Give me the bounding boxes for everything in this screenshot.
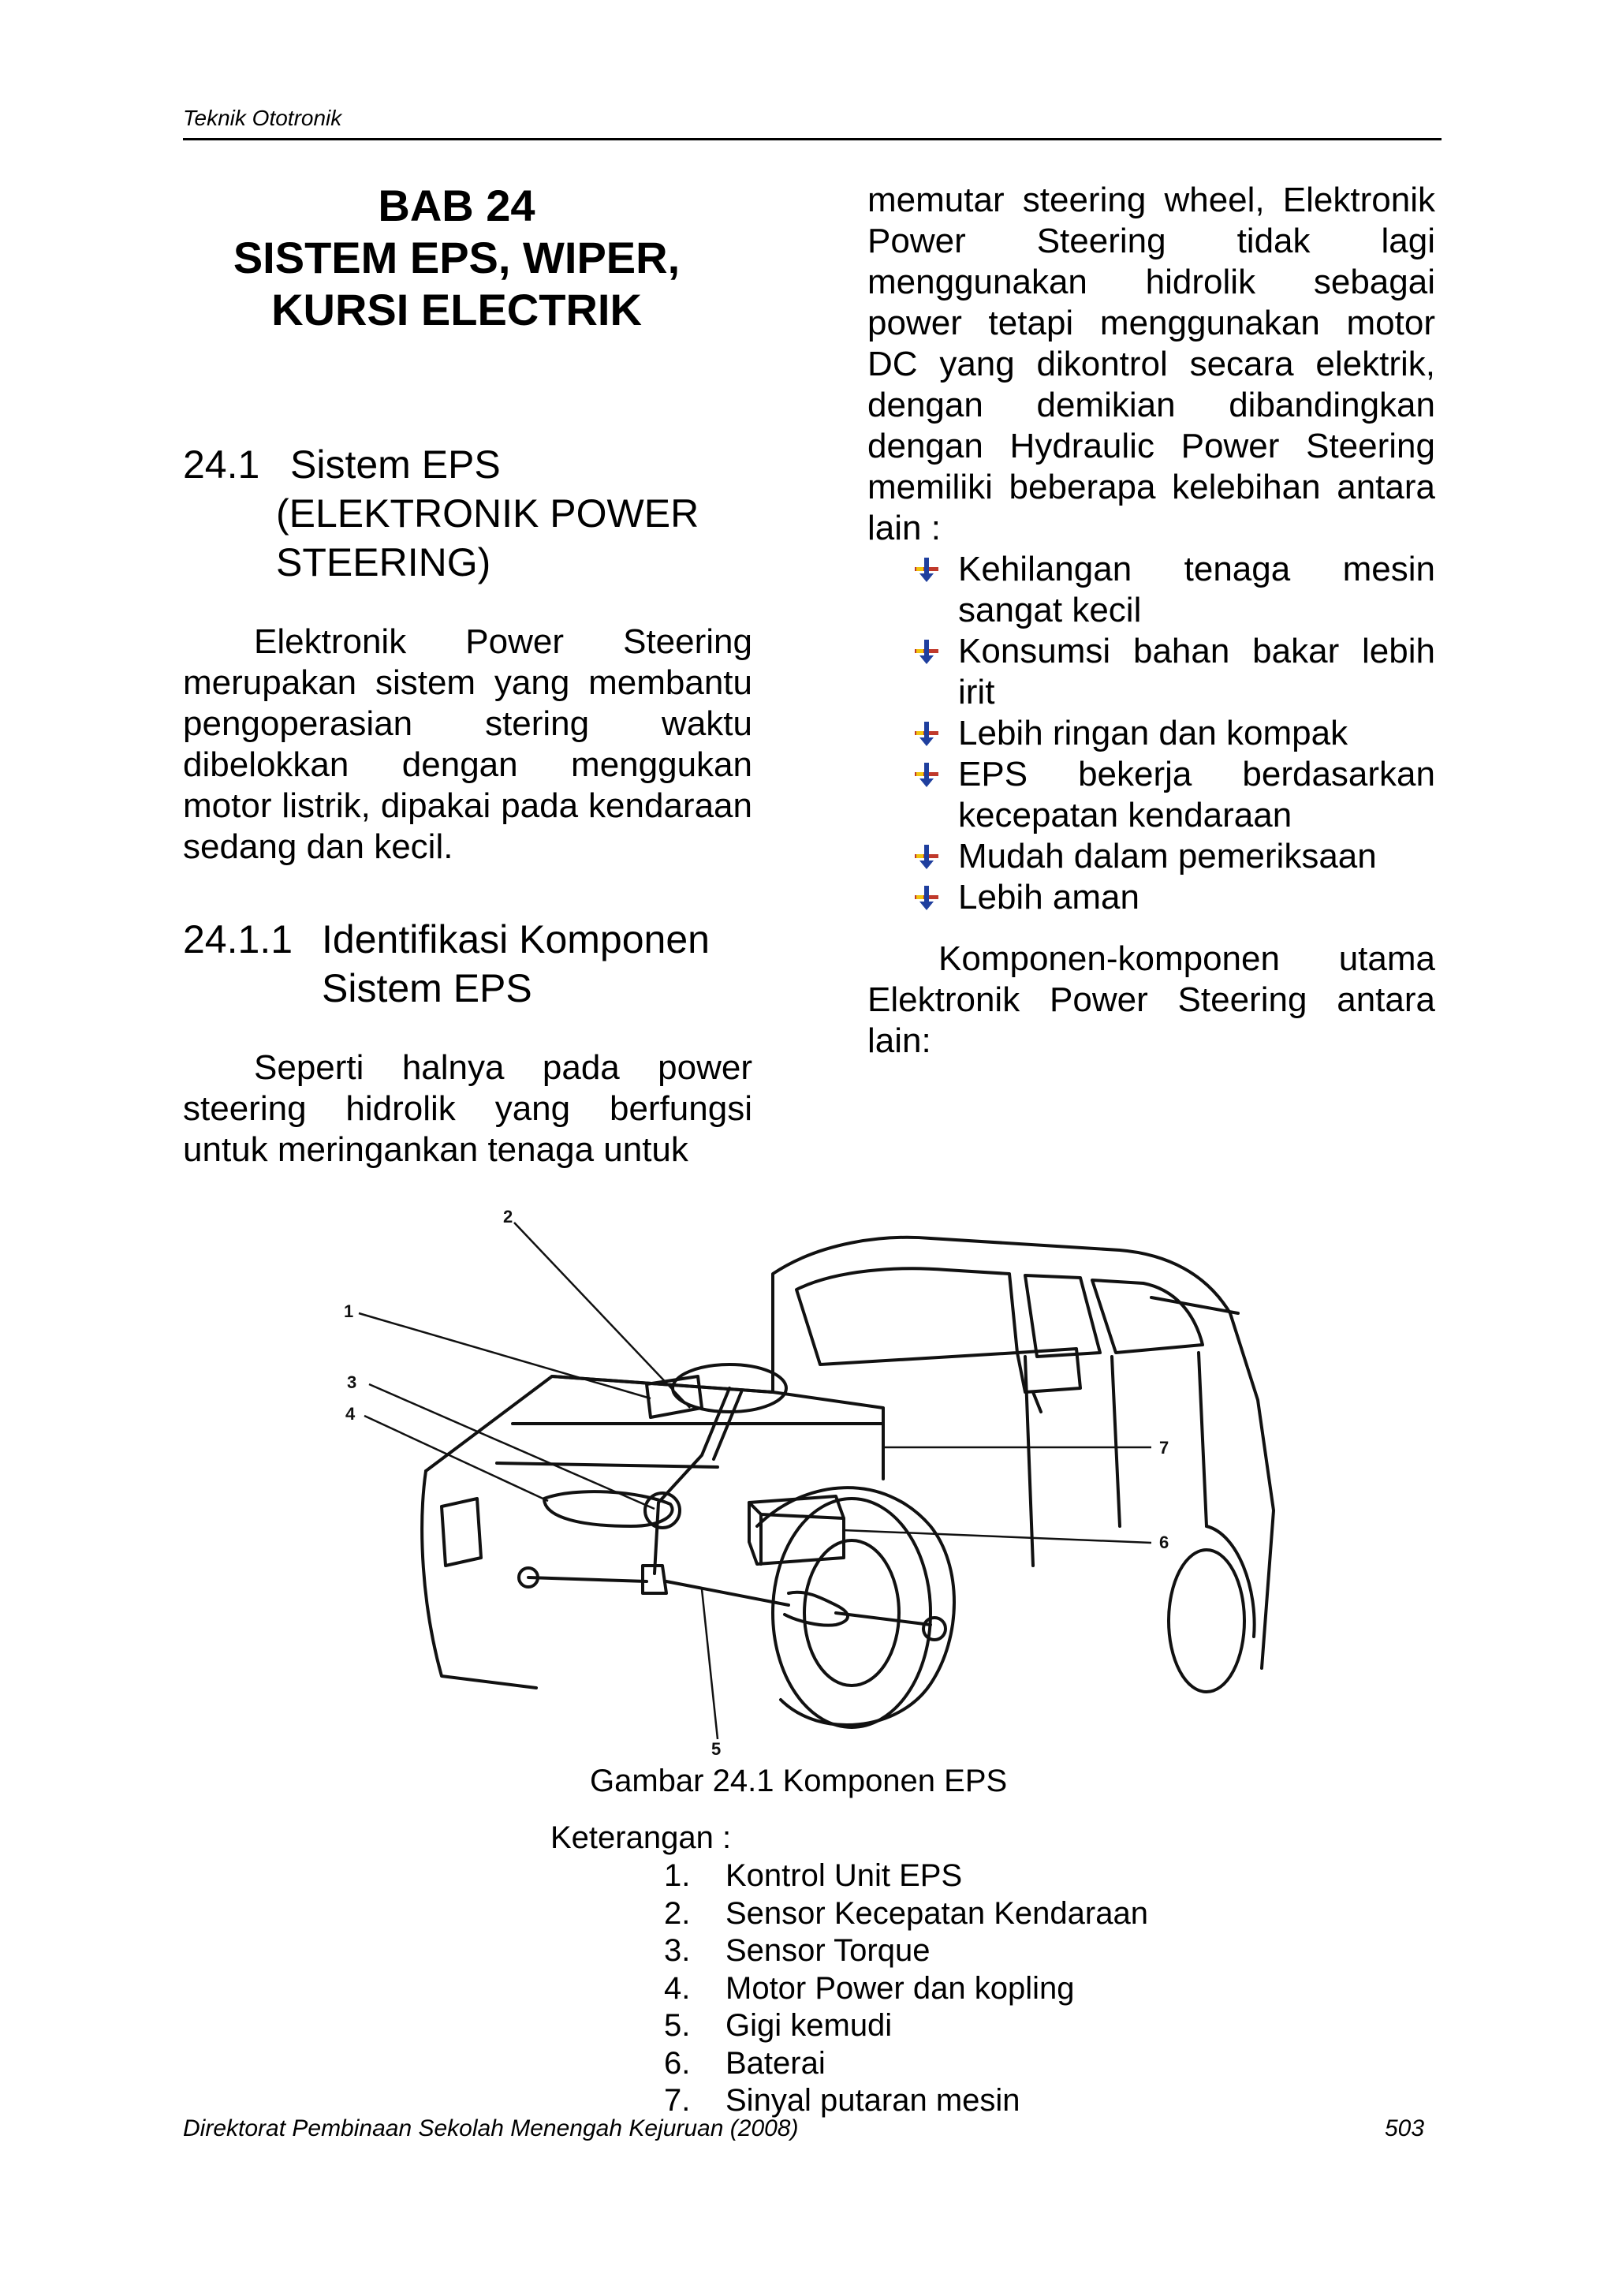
legend-title: Keterangan : [550, 1820, 732, 1855]
legend-item-number: 5. [664, 2008, 691, 2043]
callout-5: 5 [711, 1739, 722, 1759]
callout-2: 2 [503, 1207, 513, 1226]
list-item [867, 754, 1435, 836]
legend-item-text: Sinyal putaran mesin [725, 2083, 1020, 2118]
section-title-line2: (ELEKTRONIK POWER [276, 491, 699, 536]
chapter-number: BAB 24 [378, 181, 535, 230]
list-item-text: EPS bekerja berdasarkan kecepatan kendaraan [958, 755, 1435, 834]
section-title-line1: Sistem EPS [290, 442, 501, 487]
plus-arrow-bullet-icon [913, 638, 940, 665]
figure-caption: Gambar 24.1 Komponen EPS [590, 1764, 1008, 1798]
legend-item-number: 6. [664, 2045, 691, 2081]
right-column [867, 180, 1435, 1062]
callout-1: 1 [344, 1301, 354, 1321]
legend-item-number: 7. [664, 2083, 691, 2118]
page-number: 503 [1385, 2115, 1425, 2141]
legend-item-number: 1. [664, 1858, 691, 1893]
section-heading-24-1 [183, 440, 752, 587]
plus-arrow-bullet-icon [913, 884, 940, 911]
list-item [867, 631, 1435, 713]
list-item-text: Lebih aman [958, 878, 1139, 917]
legend-item-text: Sensor Torque [725, 1933, 931, 1968]
legend-item-text: Sensor Kecepatan Kendaraan [725, 1895, 1148, 1931]
section-title-line3: STEERING) [276, 540, 491, 584]
callout-7: 7 [1159, 1438, 1169, 1458]
plus-arrow-bullet-icon [913, 761, 940, 788]
list-item-text: Mudah dalam pemeriksaan [958, 837, 1377, 875]
callout-4: 4 [345, 1404, 356, 1424]
advantages-list [867, 549, 1435, 918]
left-column [183, 180, 752, 1170]
chapter-heading [172, 180, 741, 336]
list-item-text: Lebih ringan dan kompak [958, 714, 1348, 752]
plus-arrow-bullet-icon [913, 843, 940, 870]
running-header: Teknik Ototronik [183, 106, 342, 130]
callout-6: 6 [1159, 1533, 1169, 1552]
continuation-paragraph: memutar steering wheel, Elektronik Power Steering tidak lagi menggunakan hidrolik sebagai power tetapi menggunakan motor DC yang dikontrol secara elektrik, dengan demikian dibandingkan dengan Hydraulic Power Steering memiliki beberapa kelebihan antara lain : [867, 181, 1435, 547]
callout-3: 3 [347, 1372, 357, 1392]
header-rule [183, 138, 1442, 140]
chapter-title-line1: SISTEM EPS, WIPER, [233, 233, 681, 282]
legend-item-number: 2. [664, 1895, 691, 1931]
section-number: 24.1 [183, 442, 260, 487]
body-paragraph: Seperti halnya pada power steering hidrolik yang berfungsi untuk meringankan tenaga untuk [183, 1048, 752, 1169]
list-item-text: Kehilangan tenaga mesin sangat kecil [958, 550, 1435, 629]
eps-components-figure [331, 1195, 1309, 1767]
legend-item-text: Baterai [725, 2045, 826, 2081]
list-item [867, 877, 1435, 918]
intro-paragraph: Elektronik Power Steering merupakan sistem yang membantu pengoperasian stering waktu dibelokkan dengan menggukan motor listrik, dipakai pada kendaraan sedang dan kecil. [183, 622, 752, 866]
components-intro-paragraph: Komponen-komponen utama Elektronik Power Steering antara lain: [867, 939, 1435, 1060]
list-item [867, 549, 1435, 631]
list-item [867, 713, 1435, 754]
legend-item-text: Kontrol Unit EPS [725, 1858, 963, 1893]
section-title-line2: Sistem EPS [322, 966, 532, 1010]
section-heading-24-1-1 [183, 915, 752, 1013]
list-item-text: Konsumsi bahan bakar lebih irit [958, 632, 1435, 711]
section-number: 24.1.1 [183, 917, 293, 961]
legend-item-text: Motor Power dan kopling [725, 1970, 1075, 2006]
legend-item-number: 4. [664, 1970, 691, 2006]
plus-arrow-bullet-icon [913, 556, 940, 583]
section-title-line1: Identifikasi Komponen [322, 917, 710, 961]
legend-item-text: Gigi kemudi [725, 2008, 893, 2043]
legend-item-number: 3. [664, 1933, 691, 1968]
plus-arrow-bullet-icon [913, 720, 940, 747]
list-item [867, 836, 1435, 877]
chapter-title-line2: KURSI ELECTRIK [271, 285, 642, 334]
footer-publisher: Direktorat Pembinaan Sekolah Menengah Kejuruan (2008) [183, 2115, 799, 2141]
